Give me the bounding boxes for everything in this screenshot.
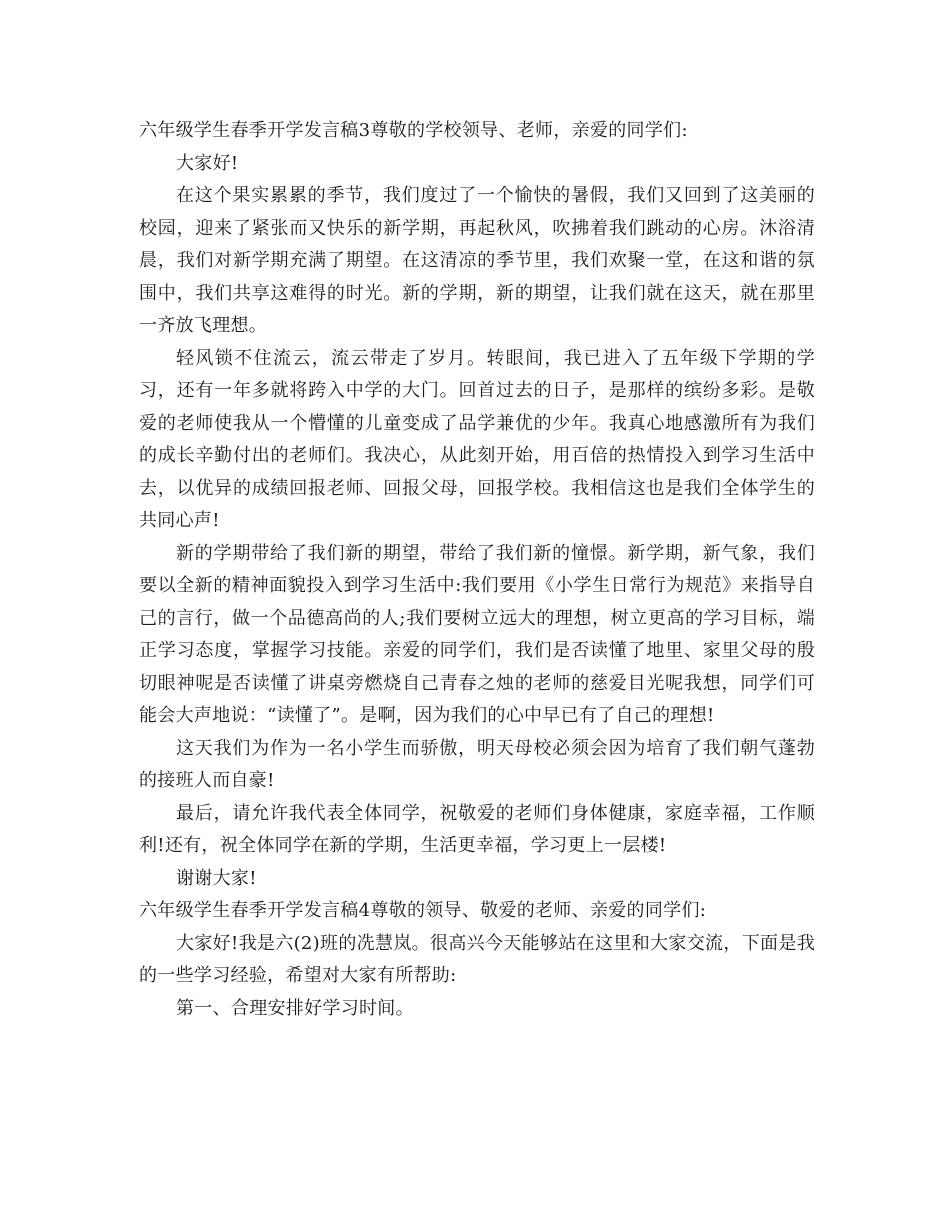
greeting-paragraph: 大家好! [176,152,239,174]
thanks-paragraph: 谢谢大家! [176,867,257,889]
greeting-paragraph: 大家好!我是六(2)班的冼慧岚。很高兴今天能够站在这里和大家交流，下面是我的一些学习经验，希望对大家有所帮助: [139,932,815,986]
body-paragraph: 新的学期带给了我们新的期望，带给了我们新的憧憬。新学期，新气象，我们要以全新的精神面貌投入到学习生活中:我们要用《小学生日常行为规范》来指导自己的言行，做一个品德高尚的人;我们要树立远大的理想，树立更高的学习目标，端正学习态度，掌握学习技能。亲爱的同学们，我们是否读懂了地里、家里父母的殷切眼神呢是否读懂了讲桌旁燃烧自己青春之烛的老师的慈爱目光呢我想，同学们可能会大声地说：“读懂了”。是啊，因为我们的心中早已有了自己的理想! [139,542,815,726]
speech-4-title: 六年级学生春季开学发言稿4尊敬的领导、敬爱的老师、亲爱的同学们: [139,900,707,921]
point-paragraph: 第一、合理安排好学习时间。 [176,997,414,1019]
speech-3-title: 六年级学生春季开学发言稿3尊敬的学校领导、老师，亲爱的同学们: [139,120,688,141]
closing-paragraph: 最后，请允许我代表全体同学，祝敬爱的老师们身体健康，家庭幸福，工作顺利!还有，祝全体同学在新的学期，生活更幸福，学习更上一层楼! [139,802,815,856]
body-paragraph: 这天我们为作为一名小学生而骄傲，明天母校必须会因为培育了我们朝气蓬勃的接班人而自豪! [139,737,815,791]
document-body [139,115,815,1025]
body-paragraph: 轻风锁不住流云，流云带走了岁月。转眼间，我已进入了五年级下学期的学习，还有一年多就将跨入中学的大门。回首过去的日子，是那样的缤纷多彩。是敬爱的老师使我从一个懵懂的儿童变成了品学兼优的少年。我真心地感激所有为我们的成长辛勤付出的老师们。我决心，从此刻开始，用百倍的热情投入到学习生活中去，以优异的成绩回报老师、回报父母，回报学校。我相信这也是我们全体学生的共同心声! [139,347,815,531]
body-paragraph: 在这个果实累累的季节，我们度过了一个愉快的暑假，我们又回到了这美丽的校园，迎来了紧张而又快乐的新学期，再起秋风，吹拂着我们跳动的心房。沐浴清晨，我们对新学期充满了期望。在这清凉的季节里，我们欢聚一堂，在这和谐的氛围中，我们共享这难得的时光。新的学期，新的期望，让我们就在这天，就在那里一齐放飞理想。 [139,185,815,336]
